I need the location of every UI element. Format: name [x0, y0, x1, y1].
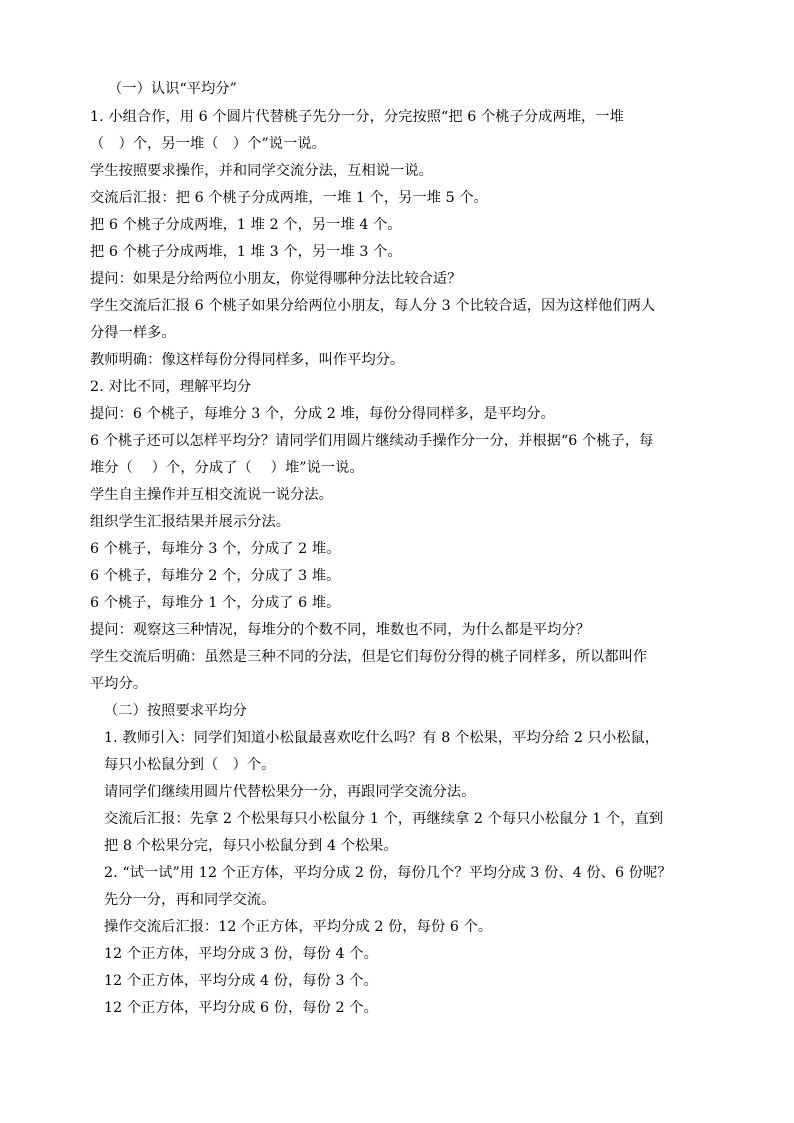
text-line: （ ）个，另一堆（ ）个”说一说。 [90, 136, 326, 152]
text-line: 提问：观察这三种情况，每堆分的个数不同，堆数也不同，为什么都是平均分？ [90, 622, 591, 638]
text-line: 把 6 个桃子分成两堆，1 堆 2 个，另一堆 4 个。 [90, 217, 402, 233]
section-heading-two: （二）按照要求平均分 [104, 703, 247, 719]
text-line: 1. 小组合作，用 6 个圆片代替桃子先分一分，分完按照“把 6 个桃子分成两堆，一堆 [90, 109, 624, 125]
text-line: 学生自主操作并互相交流说一说分法。 [90, 487, 333, 503]
section-heading-one: （一）认识“平均分” [108, 81, 238, 97]
text-line: 6 个桃子，每堆分 2 个，分成了 3 堆。 [90, 568, 341, 584]
subsection-heading: 2. 对比不同，理解平均分 [90, 379, 252, 395]
text-line: 堆分（ ）个，分成了（ ）堆”说一说。 [90, 460, 364, 476]
text-line: 请同学们继续用圆片代替松果分一分，再跟同学交流分法。 [104, 784, 476, 800]
text-line: 提问：6 个桃子，每堆分 3 个，分成 2 堆，每份分得同样多，是平均分。 [90, 406, 555, 422]
text-line: 学生交流后明确：虽然是三种不同的分法，但是它们每份分得的桃子同样多，所以都叫作 [90, 649, 648, 665]
text-line: 把 6 个桃子分成两堆，1 堆 3 个，另一堆 3 个。 [90, 244, 402, 260]
text-line: 每只小松鼠分到（ ）个。 [104, 757, 276, 773]
text-line: 交流后汇报：先拿 2 个松果每只小松鼠分 1 个，再继续拿 2 个每只小松鼠分 1 个，直到 [104, 811, 664, 827]
text-line: 12 个正方体，平均分成 4 份，每份 3 个。 [104, 973, 378, 989]
text-line: 分得一样多。 [90, 325, 176, 341]
text-line: 组织学生汇报结果并展示分法。 [90, 514, 291, 530]
text-line: 2. “试一试”用 12 个正方体，平均分成 2 份，每份几个？平均分成 3 份、4 份、6 份呢？ [104, 865, 672, 881]
text-line: 平均分。 [90, 676, 148, 692]
text-line: 学生按照要求操作，并和同学交流分法，互相说一说。 [90, 163, 433, 179]
text-line: 教师明确：像这样每份分得同样多，叫作平均分。 [90, 352, 405, 368]
text-line: 6 个桃子，每堆分 3 个，分成了 2 堆。 [90, 541, 341, 557]
text-line: 学生交流后汇报 6 个桃子如果分给两位小朋友，每人分 3 个比较合适，因为这样他们两人 [90, 298, 656, 314]
text-line: 12 个正方体，平均分成 3 份，每份 4 个。 [104, 946, 378, 962]
text-line: 6 个桃子，每堆分 1 个，分成了 6 堆。 [90, 595, 341, 611]
text-line: 先分一分，再和同学交流。 [104, 892, 276, 908]
text-line: 把 8 个松果分完，每只小松鼠分到 4 个松果。 [104, 838, 398, 854]
text-line: 6 个桃子还可以怎样平均分？请同学们用圆片继续动手操作分一分，并根据“6 个桃子，每 [90, 433, 654, 449]
text-line: 提问：如果是分给两位小朋友，你觉得哪种分法比较合适？ [90, 271, 462, 287]
text-line: 12 个正方体，平均分成 6 份，每份 2 个。 [104, 1000, 378, 1016]
text-line: 操作交流后汇报：12 个正方体，平均分成 2 份，每份 6 个。 [104, 919, 493, 935]
text-line: 交流后汇报：把 6 个桃子分成两堆，一堆 1 个，另一堆 5 个。 [90, 190, 488, 206]
text-line: 1. 教师引入：同学们知道小松鼠最喜欢吃什么吗？有 8 个松果，平均分给 2 只小松鼠， [104, 730, 660, 746]
